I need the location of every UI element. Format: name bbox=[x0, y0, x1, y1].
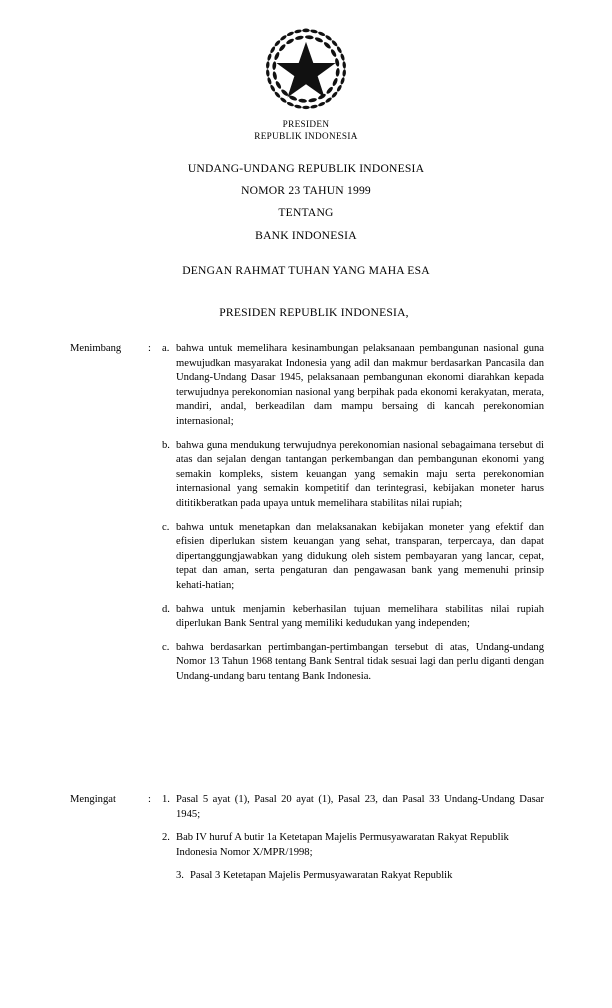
clause-item bbox=[162, 521, 544, 594]
garuda-star-wreath-icon bbox=[258, 24, 354, 114]
clause-text: Bab IV huruf A butir 1a Ketetapan Majelis Permusyawaratan Rakyat Republik Indonesia Nomor X/MPR/1998; bbox=[176, 832, 509, 858]
clause-item bbox=[162, 439, 544, 512]
issuing-authority-line: PRESIDEN REPUBLIK INDONESIA, bbox=[219, 306, 409, 319]
title-number: NOMOR 23 TAHUN 1999 bbox=[241, 184, 371, 198]
clause-text: Pasal 3 Ketetapan Majelis Permusyawaratan Rakyat Republik bbox=[190, 870, 453, 882]
title-subject: BANK INDONESIA bbox=[255, 228, 357, 242]
document-title-block bbox=[0, 158, 612, 247]
recalling-colon: : bbox=[148, 794, 151, 805]
clause-item bbox=[162, 342, 544, 430]
clause-marker: a. bbox=[162, 343, 170, 354]
recalling-label: Mengingat bbox=[70, 794, 116, 805]
page-title: UNDANG-UNDANG REPUBLIK INDONESIA bbox=[187, 162, 425, 175]
emblem-caption bbox=[0, 119, 612, 142]
clause-marker: c. bbox=[162, 641, 170, 653]
emblem-caption-line-2: REPUBLIK INDONESIA bbox=[254, 130, 358, 141]
recalling-items bbox=[162, 793, 544, 884]
clause-item bbox=[162, 641, 544, 685]
clause-text: bahwa untuk menjamin keberhasilan tujuan memelihara stabilitas nilai rupiah diperlukan Bank Sentral yang memiliki kedudukan yang independen; bbox=[176, 603, 544, 630]
clause-item bbox=[162, 869, 544, 884]
clause-text: bahwa untuk memelihara kesinambungan pelaksanaan pembangunan nasional guna mewujudkan masyarakat Indonesia yang adil dan makmur berdasarkan Pancasila dan Undang-Undang Dasar 1945, pelaksanaan pembangunan ekonomi diarahkan kepada terwujudnya perekonomian nasional yang berpihak pada ekonomi kerakyatan, merata, mandiri, andal, berkeadilan dam mampu bersaing di kancah perekonomian internasional; bbox=[176, 343, 544, 427]
clause-marker: c. bbox=[162, 521, 170, 533]
clause-text: Pasal 5 ayat (1), Pasal 20 ayat (1), Pasal 23, dan Pasal 33 Undang-Undang Dasar 1945; bbox=[176, 794, 544, 820]
clause-item bbox=[162, 831, 544, 860]
considering-label: Menimbang bbox=[70, 343, 122, 354]
clause-item bbox=[162, 603, 544, 632]
clause-item bbox=[162, 793, 544, 822]
clause-text: bahwa untuk menetapkan dan melaksanakan kebijakan moneter yang efektif dan efisien diperlukan sistem keuangan yang sehat, transparan, terpercaya, dan dapat dipertanggungjawabkan yang didukung oleh sistem pembayaran yang lancar, cepat, tepat dan aman, serta pengaturan dan pengawasan bank yang memenuhi prinsip kehati-hatian; bbox=[176, 521, 544, 591]
clause-text: bahwa guna mendukung terwujudnya perekonomian nasional sebagaimana tersebut di atas dan sejalan dengan tantangan perkembangan dan pembangunan ekonomi yang semakin kompleks, sistem keuangan yang semakin maju serta perekonomian internasional yang semakin kompetitif dan terintegrasi, kebijakan moneter harus dititikberatkan pada upaya untuk memelihara stabilitas nilai rupiah; bbox=[176, 439, 544, 509]
clause-text: bahwa berdasarkan pertimbangan-pertimbangan tersebut di atas, Undang-undang Nomor 13 Tahun 1968 tentang Bank Sentral tidak sesuai lagi dan perlu diganti dengan Undang-undang baru tentang Bank Indonesia. bbox=[176, 641, 544, 682]
clause-marker: 2. bbox=[162, 832, 170, 844]
clause-marker: b. bbox=[162, 439, 170, 451]
title-about-label: TENTANG bbox=[278, 206, 334, 220]
blessing-line: DENGAN RAHMAT TUHAN YANG MAHA ESA bbox=[182, 264, 430, 277]
clause-marker: 1. bbox=[162, 794, 170, 805]
considering-section bbox=[70, 342, 544, 684]
clause-marker: 3. bbox=[176, 870, 184, 882]
emblem-caption-line-1: PRESIDEN bbox=[282, 119, 330, 129]
clause-marker: d. bbox=[162, 603, 170, 615]
presidential-emblem-block bbox=[0, 24, 612, 142]
considering-items bbox=[162, 342, 544, 684]
considering-colon: : bbox=[148, 343, 151, 354]
recalling-section bbox=[70, 793, 544, 884]
